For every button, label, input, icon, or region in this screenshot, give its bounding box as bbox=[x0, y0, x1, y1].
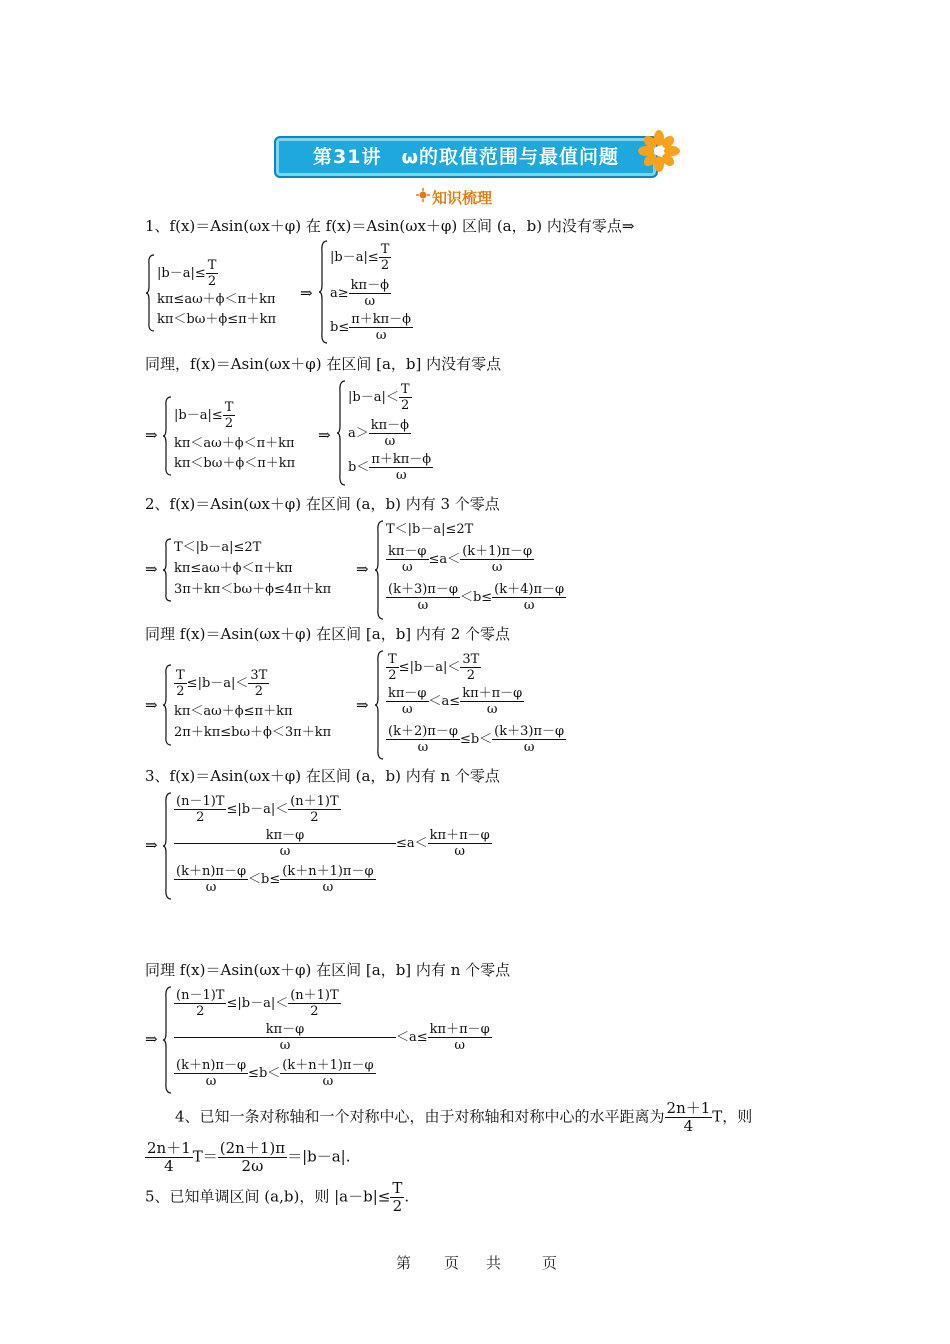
para5-line: 3、f(x)＝Asin(ωx＋φ) 在区间 (a，b) 内有 n 个零点 bbox=[145, 767, 500, 785]
p2-left-row1: |b－a|≤ $\frac{T}{2}$ bbox=[174, 400, 234, 431]
implies-arrow: ⇒ bbox=[145, 426, 158, 444]
p4-right-system bbox=[374, 650, 614, 760]
brace-icon bbox=[162, 538, 172, 602]
brace-icon bbox=[162, 986, 172, 1094]
para3-line: 2、f(x)＝Asin(ωx＋φ) 在区间 (a，b) 内有 3 个零点 bbox=[145, 495, 500, 513]
footer-ye2: 页 bbox=[542, 1254, 558, 1272]
p1-right-system bbox=[318, 240, 458, 344]
brace-icon bbox=[162, 664, 172, 746]
p4-right-row2: $\frac{k\pi-\varphi}{\omega}$ ＜a≤ $\frac{k\pi+\pi-\varphi}{\omega}$ bbox=[388, 686, 523, 717]
implies-arrow: ⇒ bbox=[356, 560, 369, 578]
implies-arrow: ⇒ bbox=[145, 836, 158, 854]
p2-left-system bbox=[162, 396, 322, 476]
p6-system bbox=[162, 986, 522, 1094]
p3-right-row1: T＜|b－a|≤2T bbox=[386, 522, 474, 537]
brace-icon bbox=[318, 240, 328, 344]
p3-right-row2: $\frac{k\pi-\varphi}{\omega}$ ≤a＜ $\frac{(k+1)\pi-\varphi}{\omega}$ bbox=[388, 544, 533, 575]
p3-right-system bbox=[374, 520, 614, 620]
brace-icon bbox=[374, 520, 384, 620]
p4-left-system bbox=[162, 664, 362, 746]
footer-di: 第 bbox=[396, 1254, 412, 1272]
section-heading: 知识梳理 bbox=[432, 189, 493, 207]
p3-right-row3: $\frac{(k+3)\pi-\varphi}{\omega}$ ＜b≤ $\frac{(k+4)\pi-\varphi}{\omega}$ bbox=[388, 582, 565, 613]
p1-left-row3: kπ＜bω＋ϕ≤π＋kπ bbox=[157, 312, 277, 327]
p1-left-row2: kπ≤aω＋ϕ＜π＋kπ bbox=[157, 292, 276, 307]
brace-icon bbox=[145, 254, 155, 332]
implies-arrow: ⇒ bbox=[145, 696, 158, 714]
brace-icon bbox=[336, 380, 346, 486]
p2-right-system bbox=[336, 380, 476, 486]
p3-left-row2: kπ≤aω＋ϕ＜π＋kπ bbox=[174, 561, 293, 576]
para6-line: 同理 f(x)＝Asin(ωx＋φ) 在区间 [a，b] 内有 n 个零点 bbox=[145, 961, 511, 979]
brace-icon bbox=[374, 650, 384, 760]
implies-arrow: ⇒ bbox=[300, 284, 313, 302]
brace-icon bbox=[162, 792, 172, 900]
brace-icon bbox=[162, 396, 172, 476]
implies-arrow: ⇒ bbox=[145, 560, 158, 578]
p5-system bbox=[162, 792, 522, 900]
p1-right-row3: b≤ $\frac{\pi+k\pi-\phi}{\omega}$ bbox=[330, 312, 412, 343]
implies-arrow: ⇒ bbox=[356, 696, 369, 714]
para2-line: 同理，f(x)＝Asin(ωx＋φ) 在区间 [a，b] 内没有零点 bbox=[145, 355, 502, 373]
implies-arrow: ⇒ bbox=[318, 426, 331, 444]
p5-row2: $\frac{k\pi-\varphi}{\omega}$ ≤a＜ $\frac{k\pi+\pi-\varphi}{\omega}$ bbox=[174, 828, 492, 859]
footer-ye: 页 bbox=[444, 1254, 460, 1272]
p4-left-row3: 2π＋kπ≤bω＋ϕ＜3π＋kπ bbox=[174, 725, 332, 740]
para7-line2: $\frac{2n+1}{4}$ T＝ $\frac{(2n+1)\pi}{2\omega}$ ＝|b－a|. bbox=[147, 1139, 351, 1175]
p4-left-row1: $\frac{T}{2}$ ≤|b－a|＜ $\frac{3T}{2}$ bbox=[176, 668, 268, 699]
p5-row1: $\frac{(n-1)T}{2}$ ≤|b－a|＜ $\frac{(n+1)T}{2}$ bbox=[176, 794, 339, 825]
p4-right-row1: $\frac{T}{2}$ ≤|b－a|＜ $\frac{3T}{2}$ bbox=[388, 652, 480, 683]
para7-line: 4、已知一条对称轴和一个对称中心，由于对称轴和对称中心的水平距离为 $\frac{2n+1}{4}$ T，则 bbox=[175, 1099, 753, 1135]
implies-arrow: ⇒ bbox=[145, 1030, 158, 1048]
page-title: 第31讲 ω的取值范围与最值问题 bbox=[313, 146, 619, 168]
footer-gong: 共 bbox=[486, 1254, 502, 1272]
title-banner bbox=[274, 136, 658, 178]
p1-right-row1: |b－a|≤ $\frac{T}{2}$ bbox=[330, 242, 390, 273]
p3-left-row1: T＜|b－a|≤2T bbox=[174, 540, 262, 555]
p6-row2: $\frac{k\pi-\varphi}{\omega}$ ＜a≤ $\frac{k\pi+\pi-\varphi}{\omega}$ bbox=[174, 1022, 492, 1053]
p2-left-row3: kπ＜bω＋ϕ＜π＋kπ bbox=[174, 456, 296, 471]
p2-right-row1: |b－a|＜ $\frac{T}{2}$ bbox=[348, 382, 410, 413]
p1-left-system bbox=[145, 254, 315, 332]
p5-row3: $\frac{(k+n)\pi-\varphi}{\omega}$ ＜b≤ $\frac{(k+n+1)\pi-\varphi}{\omega}$ bbox=[176, 864, 374, 895]
p6-row3: $\frac{(k+n)\pi-\varphi}{\omega}$ ≤b＜ $\frac{(k+n+1)\pi-\varphi}{\omega}$ bbox=[176, 1058, 374, 1089]
p1-right-row2: a≥ $\frac{k\pi-\phi}{\omega}$ bbox=[330, 278, 389, 309]
para8-line: 5、已知单调区间 (a,b)，则 |a－b|≤ $\frac{T}{2}$ . bbox=[145, 1179, 410, 1215]
p1-left-row1: |b－a|≤ $\frac{T}{2}$ bbox=[157, 258, 217, 289]
para4-line: 同理 f(x)＝Asin(ωx＋φ) 在区间 [a，b] 内有 2 个零点 bbox=[145, 625, 511, 643]
p2-right-row2: a＞ $\frac{k\pi-\phi}{\omega}$ bbox=[348, 418, 410, 449]
p4-left-row2: kπ＜aω＋ϕ≤π＋kπ bbox=[174, 704, 293, 719]
p6-row1: $\frac{(n-1)T}{2}$ ≤|b－a|＜ $\frac{(n+1)T}{2}$ bbox=[176, 988, 339, 1019]
p4-right-row3: $\frac{(k+2)\pi-\varphi}{\omega}$ ≤b＜ $\frac{(k+3)\pi-\varphi}{\omega}$ bbox=[388, 724, 565, 755]
sun-icon bbox=[416, 188, 430, 202]
p3-left-system bbox=[162, 538, 362, 602]
p2-left-row2: kπ＜aω＋ϕ＜π＋kπ bbox=[174, 436, 295, 451]
p2-right-row3: b＜ $\frac{\pi+k\pi-\phi}{\omega}$ bbox=[348, 452, 432, 483]
p3-left-row3: 3π＋kπ＜bω＋ϕ≤4π＋kπ bbox=[174, 582, 332, 597]
flower-icon bbox=[636, 128, 682, 174]
para1-line: 1、f(x)＝Asin(ωx＋φ) 在 f(x)＝Asin(ωx＋φ) 区间 (a，b) 内没有零点⇒ bbox=[145, 217, 635, 235]
